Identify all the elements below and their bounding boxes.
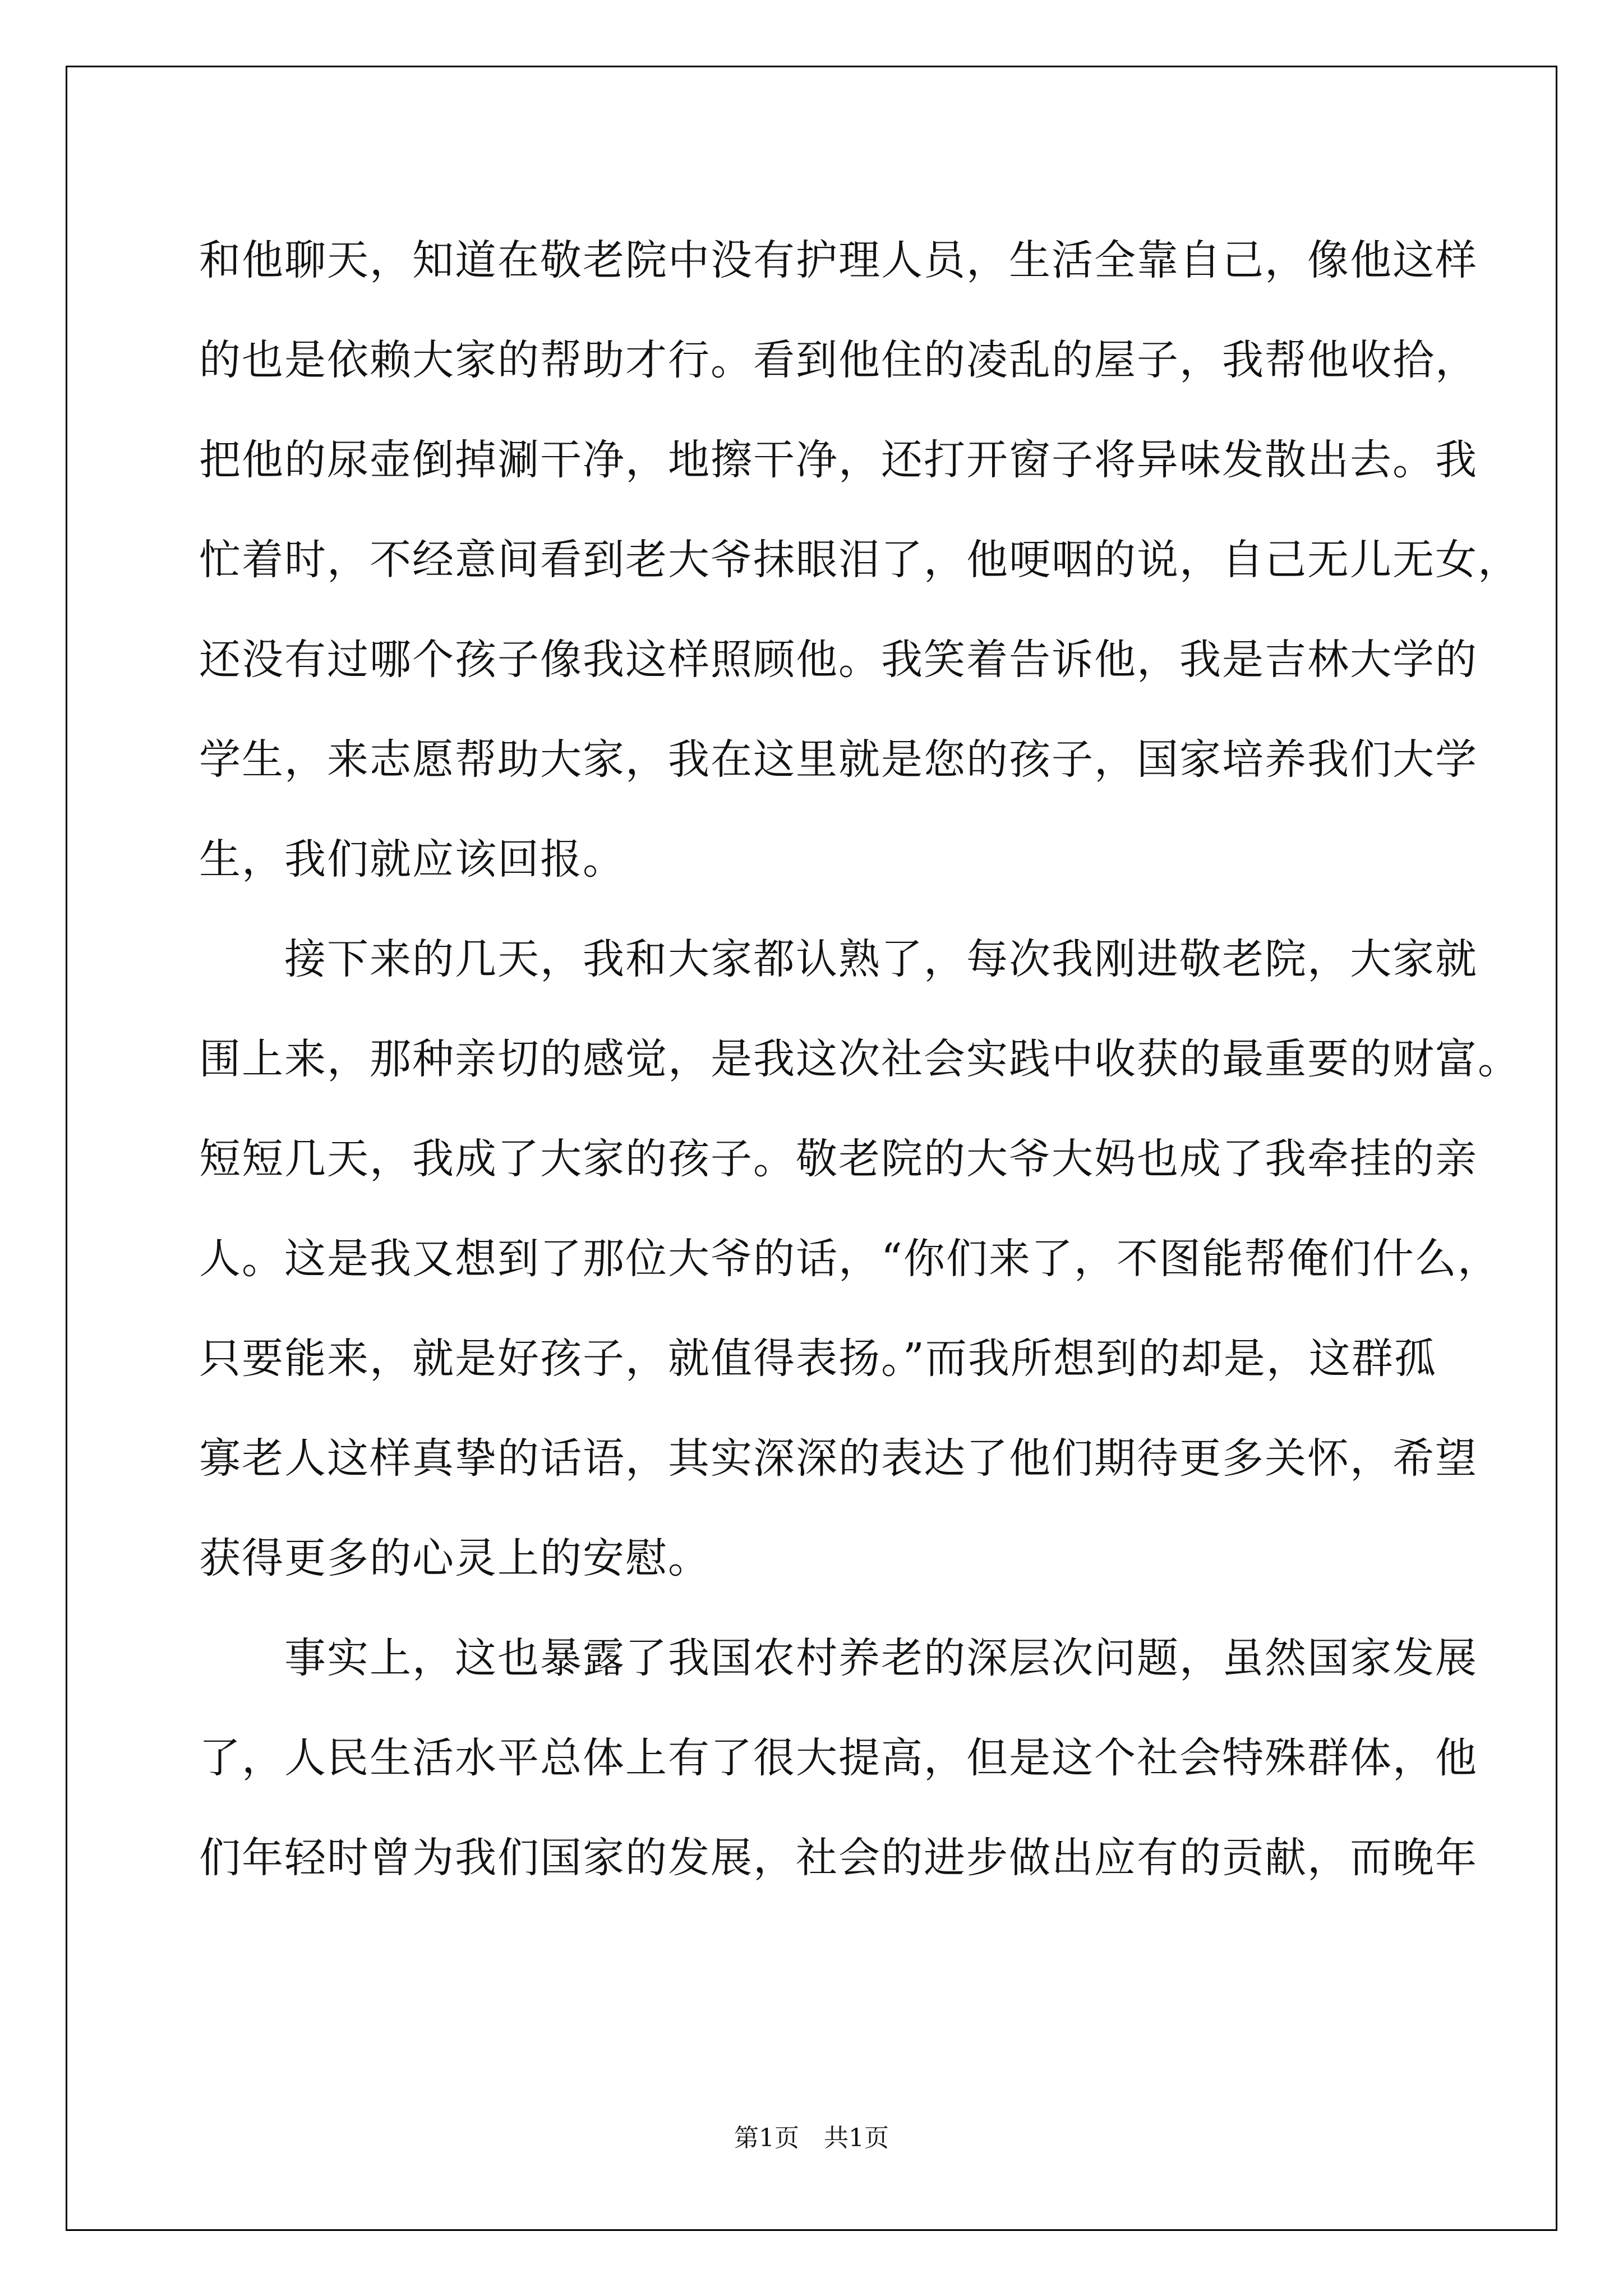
text-line: 事实上，这也暴露了我国农村养老的深层次问题，虽然国家发展 [199, 1634, 1478, 1682]
text-line: 学生，来志愿帮助大家，我在这里就是您的孩子，国家培养我们大学 [199, 735, 1478, 784]
body-text [199, 210, 1520, 1908]
text-line: 和他聊天，知道在敬老院中没有护理人员，生活全靠自己，像他这样 [199, 236, 1478, 284]
text-line: 寡老人这样真挚的话语，其实深深的表达了他们期待更多关怀，希望 [199, 1434, 1478, 1483]
text-line: 们年轻时曾为我们国家的发展，社会的进步做出应有的贡献，而晚年 [199, 1834, 1478, 1882]
page-footer: 第1页 共1页 [734, 2124, 889, 2152]
text-line: 还没有过哪个孩子像我这样照顾他。我笑着告诉他，我是吉林大学的 [199, 636, 1478, 684]
text-line: 了，人民生活水平总体上有了很大提高，但是这个社会特殊群体，他 [199, 1734, 1478, 1782]
text-line: 生，我们就应该回报。 [199, 835, 625, 884]
text-line: 的也是依赖大家的帮助才行。看到他住的凌乱的屋子，我帮他收拾， [199, 336, 1478, 384]
text-line: 接下来的几天，我和大家都认熟了，每次我刚进敬老院，大家就 [199, 935, 1478, 983]
text-line: 围上来，那种亲切的感觉，是我这次社会实践中收获的最重要的财富。 [199, 1035, 1520, 1083]
text-line: 忙着时，不经意间看到老大爷抹眼泪了，他哽咽的说，自己无儿无女， [199, 536, 1520, 584]
text-line: 获得更多的心灵上的安慰。 [199, 1534, 711, 1582]
text-line: 人。这是我又想到了那位大爷的话，“你们来了，不图能帮俺们什么， [199, 1235, 1500, 1283]
text-line: 只要能来，就是好孩子，就值得表扬。”而我所想到的却是，这群孤 [199, 1335, 1437, 1383]
text-line: 短短几天，我成了大家的孩子。敬老院的大爷大妈也成了我牵挂的亲 [199, 1135, 1478, 1183]
text-line: 把他的尿壶倒掉涮干净，地擦干净，还打开窗子将异味发散出去。我 [199, 436, 1478, 484]
